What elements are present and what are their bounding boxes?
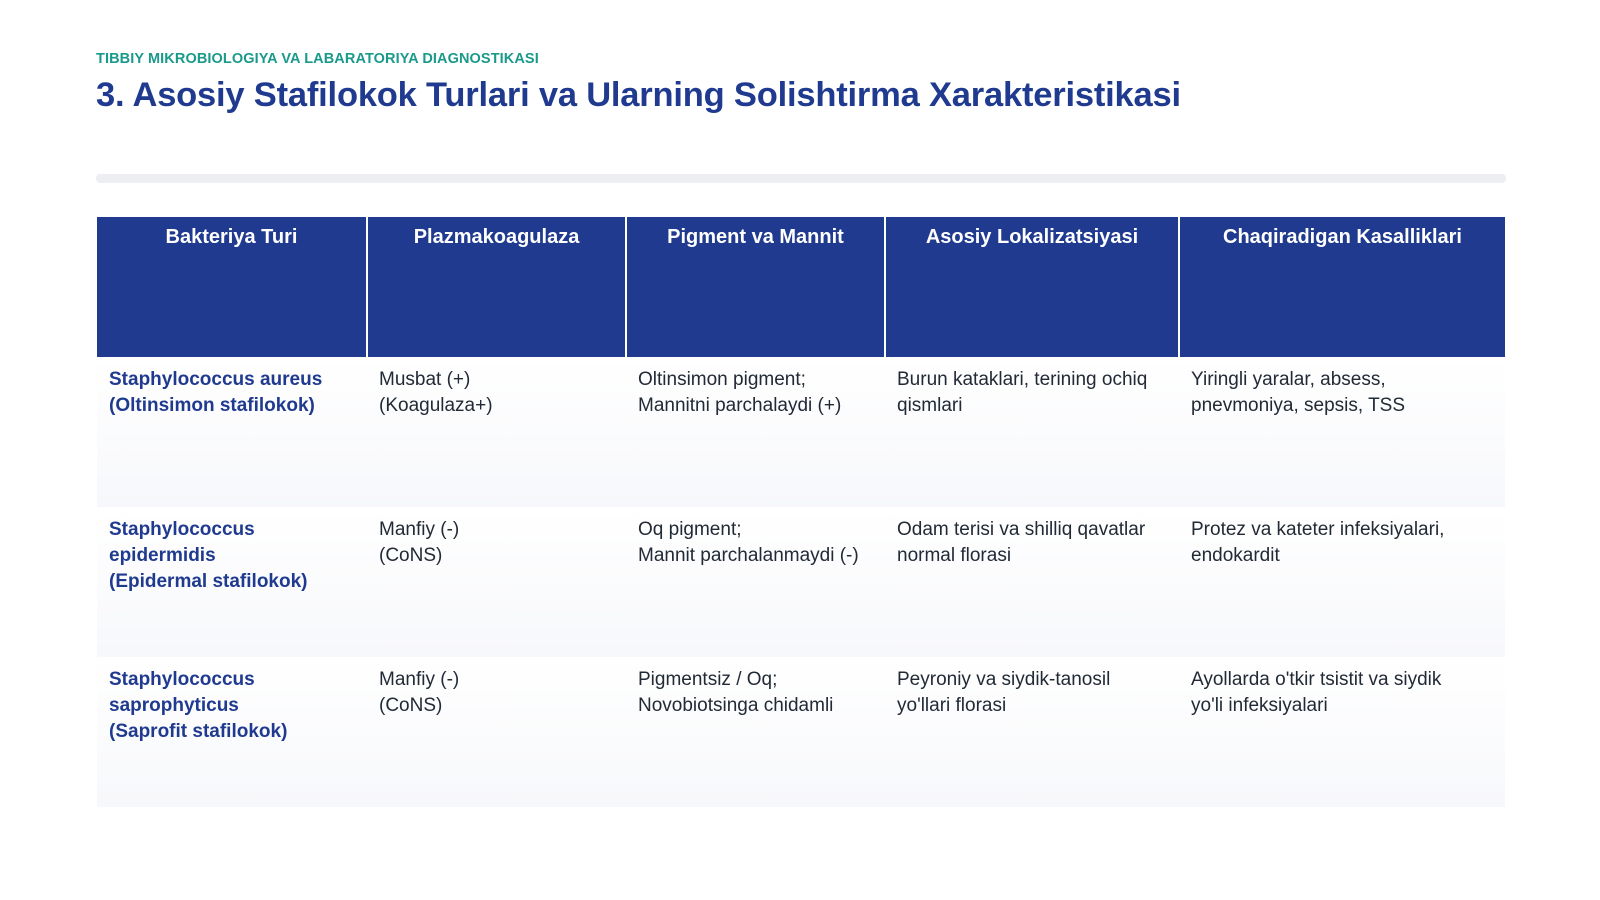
cell-line: pnevmoniya, sepsis, TSS bbox=[1191, 395, 1406, 416]
diseases-cell bbox=[1179, 507, 1505, 657]
localization-cell bbox=[885, 357, 1179, 507]
pigment-cell bbox=[626, 507, 885, 657]
cell-line: (CoNS) bbox=[379, 695, 443, 716]
table-row bbox=[97, 357, 1505, 507]
cell-line: Mannit parchalanmaydi (-) bbox=[638, 545, 859, 566]
cell-line: Musbat (+) bbox=[379, 369, 471, 390]
bacteria-name-line: (Oltinsimon stafilokok) bbox=[109, 395, 315, 416]
pigment-cell bbox=[626, 657, 885, 807]
title-divider bbox=[96, 174, 1506, 183]
bacteria-name-line: Staphylococcus bbox=[109, 669, 255, 690]
cell-line: Burun kataklari, terining ochiq bbox=[897, 369, 1148, 390]
column-header-localization: Asosiy Lokalizatsiyasi bbox=[885, 217, 1179, 357]
bacteria-name-line: saprophyticus bbox=[109, 695, 239, 716]
course-label: TIBBIY MIKROBIOLOGIYA VA LABARATORIYA DIAGNOSTIKASI bbox=[96, 51, 539, 67]
cell-line: normal florasi bbox=[897, 545, 1012, 566]
comparison-table bbox=[97, 217, 1505, 807]
cell-line: endokardit bbox=[1191, 545, 1280, 566]
cell-line: Pigmentsiz / Oq; bbox=[638, 669, 778, 690]
cell-line: yo'llari florasi bbox=[897, 695, 1007, 716]
diseases-cell bbox=[1179, 657, 1505, 807]
table-header-row bbox=[97, 217, 1505, 357]
cell-line: Manfiy (-) bbox=[379, 519, 460, 540]
comparison-table-container bbox=[97, 217, 1505, 807]
cell-line: (CoNS) bbox=[379, 545, 443, 566]
bacteria-name-cell bbox=[97, 507, 367, 657]
cell-line: Peyroniy va siydik-tanosil bbox=[897, 669, 1111, 690]
cell-line: Protez va kateter infeksiyalari, bbox=[1191, 519, 1445, 540]
cell-line: Yiringli yaralar, absess, bbox=[1191, 369, 1386, 390]
cell-line: Mannitni parchalaydi (+) bbox=[638, 395, 842, 416]
cell-line: Oltinsimon pigment; bbox=[638, 369, 806, 390]
column-header-bacteria-type: Bakteriya Turi bbox=[97, 217, 367, 357]
cell-line: Ayollarda o'tkir tsistit va siydik bbox=[1191, 669, 1442, 690]
column-header-coagulase: Plazmakoagulaza bbox=[367, 217, 626, 357]
coagulase-cell bbox=[367, 507, 626, 657]
diseases-cell bbox=[1179, 357, 1505, 507]
bacteria-name-cell bbox=[97, 357, 367, 507]
table-row bbox=[97, 657, 1505, 807]
bacteria-name-line: Staphylococcus aureus bbox=[109, 369, 323, 390]
cell-line: qismlari bbox=[897, 395, 963, 416]
coagulase-cell bbox=[367, 657, 626, 807]
localization-cell bbox=[885, 507, 1179, 657]
column-header-pigment-mannitol: Pigment va Mannit bbox=[626, 217, 885, 357]
table-row bbox=[97, 507, 1505, 657]
bacteria-name-line: (Saprofit stafilokok) bbox=[109, 721, 288, 742]
bacteria-name-line: Staphylococcus epidermidis bbox=[109, 519, 255, 566]
bacteria-name-cell bbox=[97, 657, 367, 807]
page-title: 3. Asosiy Stafilokok Turlari va Ularning Solishtirma Xarakteristikasi bbox=[96, 76, 1181, 114]
coagulase-cell bbox=[367, 357, 626, 507]
cell-line: Odam terisi va shilliq qavatlar bbox=[897, 519, 1146, 540]
cell-line: Manfiy (-) bbox=[379, 669, 460, 690]
localization-cell bbox=[885, 657, 1179, 807]
bacteria-name-line: (Epidermal stafilokok) bbox=[109, 571, 308, 592]
pigment-cell bbox=[626, 357, 885, 507]
column-header-diseases: Chaqiradigan Kasalliklari bbox=[1179, 217, 1505, 357]
cell-line: yo'li infeksiyalari bbox=[1191, 695, 1328, 716]
cell-line: (Koagulaza+) bbox=[379, 395, 493, 416]
cell-line: Novobiotsinga chidamli bbox=[638, 695, 834, 716]
cell-line: Oq pigment; bbox=[638, 519, 742, 540]
